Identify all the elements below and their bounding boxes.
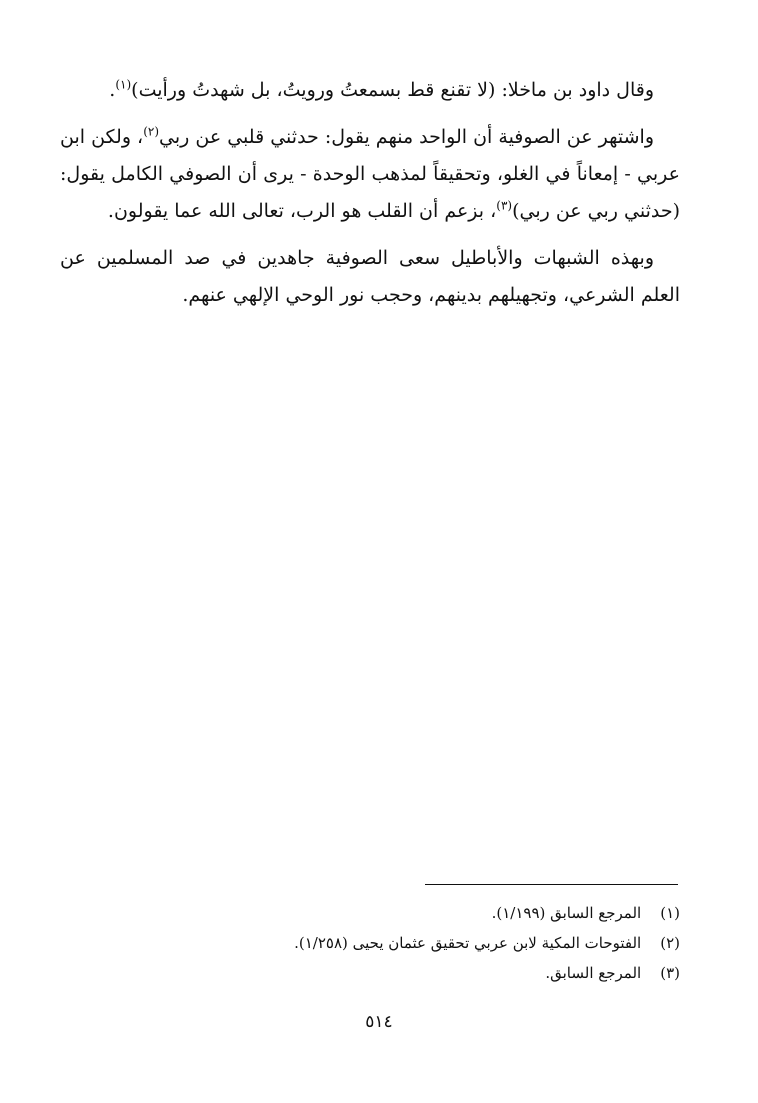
footnote-number: (١)	[660, 904, 680, 922]
footnote-ref-2: (٢)	[143, 124, 160, 139]
footnote-text: المرجع السابق (١/١٩٩).	[491, 904, 642, 922]
footnote-divider	[425, 884, 678, 885]
footnote-text: المرجع السابق.	[545, 964, 642, 982]
paragraph-1	[60, 72, 680, 109]
paragraph-2-text: واشتهر عن الصوفية أن الواحد منهم يقول: حدثني قلبي عن ربي	[159, 126, 654, 148]
footnote-2	[60, 928, 680, 958]
footnotes	[60, 898, 680, 988]
paragraph-1-text: وقال داود بن ماخلا: (لا تقنع قط بسمعتُ ورويتُ، بل شهدتُ ورأيت)	[131, 79, 654, 101]
footnote-ref-3: (٣)	[496, 198, 513, 213]
footnote-ref-1: (١)	[115, 77, 132, 92]
paragraph-2-tail: ، ولكن ابن عربي - إمعاناً في الغلو، وتحقيقاً لمذهب الوحدة - يرى أن الصوفي الكامل يقول: (حدثني ربي عن ربي)	[60, 126, 680, 222]
paragraph-1-tail: .	[109, 79, 116, 101]
page-number: ٥١٤	[365, 1012, 393, 1032]
main-text	[60, 72, 680, 324]
paragraph-3-text: وبهذه الشبهات والأباطيل سعى الصوفية جاهدين في صد المسلمين عن العلم الشرعي، وتجهيلهم بدينهم، وحجب نور الوحي الإلهي عنهم.	[60, 247, 680, 306]
footnote-1	[60, 898, 680, 928]
footnote-number: (٣)	[660, 964, 680, 982]
paragraph-2	[60, 119, 680, 230]
paragraph-2-tail-2: ، بزعم أن القلب هو الرب، تعالى الله عما يقولون.	[107, 200, 497, 222]
footnote-text: الفتوحات المكية لابن عربي تحقيق عثمان يحيى (١/٢٥٨).	[294, 934, 642, 952]
footnote-3	[60, 958, 680, 988]
footnote-number: (٢)	[660, 934, 680, 952]
paragraph-3	[60, 240, 680, 314]
